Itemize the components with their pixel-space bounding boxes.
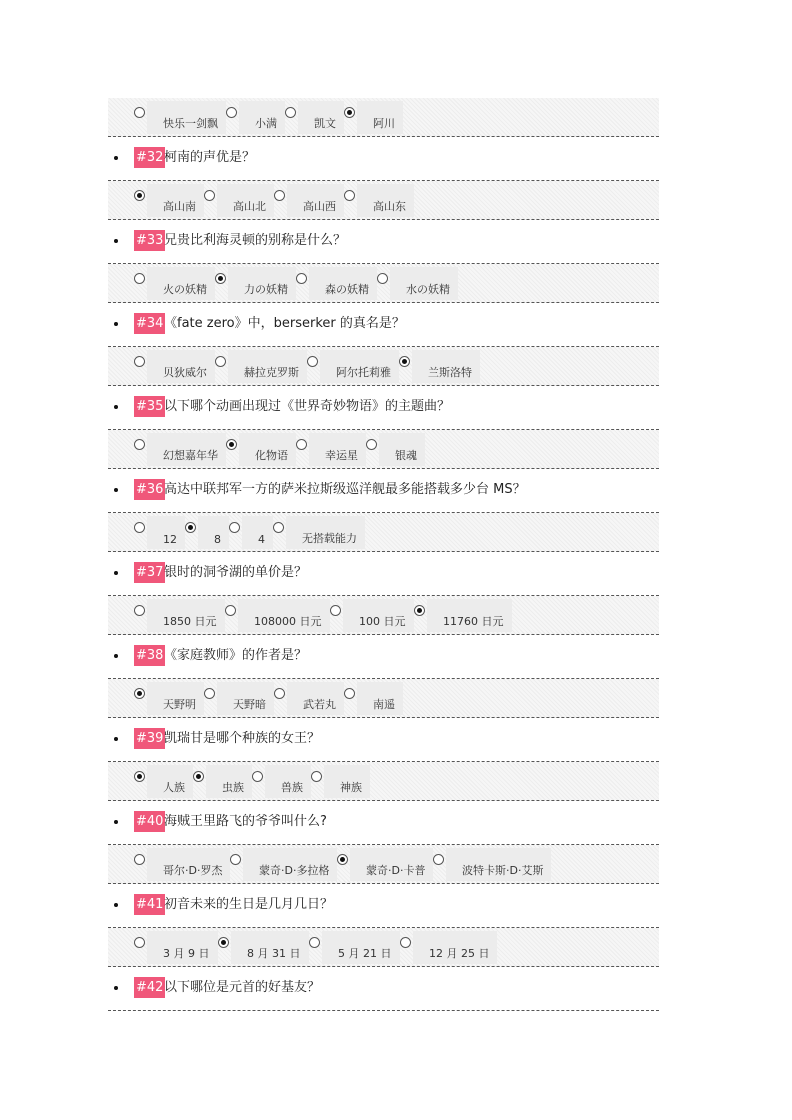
bullet-icon [114,903,118,907]
option-cell [286,516,365,549]
answer-options-row [108,845,659,884]
option-label: 小满 [255,117,277,130]
option-label: 兽族 [281,781,303,794]
radio-unchecked-icon[interactable] [344,190,355,201]
option-label: 12 月 25 日 [429,947,490,960]
question-row [108,552,659,596]
option-label: 森の妖精 [325,283,369,296]
radio-checked-icon[interactable] [215,273,226,284]
answer-option[interactable] [285,98,344,136]
radio-unchecked-icon[interactable] [377,273,388,284]
bullet-icon [114,820,118,824]
question-number-badge: #35 [134,396,165,417]
option-label: 南遥 [373,698,395,711]
radio-unchecked-icon[interactable] [134,273,145,284]
radio-unchecked-icon[interactable] [274,190,285,201]
option-label: 人族 [163,781,185,794]
radio-unchecked-icon[interactable] [252,771,263,782]
radio-unchecked-icon[interactable] [309,937,320,948]
bullet-icon [114,405,118,409]
option-cell [147,101,226,134]
option-cell [231,931,309,964]
option-label: 天野明 [163,698,196,711]
option-cell [427,599,512,632]
radio-unchecked-icon[interactable] [344,688,355,699]
question-row [108,303,659,347]
option-cell [147,848,230,881]
answer-option[interactable] [134,347,215,385]
option-label: 高山东 [373,200,406,213]
option-label: 神族 [340,781,362,794]
radio-unchecked-icon[interactable] [366,439,377,450]
answer-options-row [108,181,659,220]
answer-options-row [108,928,659,967]
question-row [108,801,659,845]
answer-option[interactable] [399,347,480,385]
option-cell [357,101,403,134]
question-row [108,718,659,762]
answer-option[interactable] [134,264,215,302]
radio-checked-icon[interactable] [344,107,355,118]
option-label: 凯文 [314,117,336,130]
question-row [108,884,659,928]
answer-option[interactable] [344,98,403,136]
radio-unchecked-icon[interactable] [229,522,240,533]
option-cell [350,848,433,881]
answer-option[interactable] [433,845,551,883]
question-text: 柯南的声优是？ [164,150,256,165]
answer-option[interactable] [218,928,309,966]
question-text: 《fate zero》中，berserker 的真名是？ [164,316,405,331]
question-row [108,469,659,513]
option-label: 3 月 9 日 [163,947,210,960]
radio-checked-icon[interactable] [399,356,410,367]
option-label: 火の妖精 [163,283,207,296]
radio-unchecked-icon[interactable] [296,439,307,450]
answer-option[interactable] [134,98,226,136]
question-number-badge: #37 [134,562,165,583]
option-label: 阿川 [373,117,395,130]
option-label: 5 月 21 日 [338,947,392,960]
option-cell [147,433,226,466]
answer-option[interactable] [309,928,400,966]
question-number-badge: #42 [134,977,165,998]
option-cell [287,682,344,715]
option-cell [413,931,497,964]
radio-unchecked-icon[interactable] [226,107,237,118]
radio-unchecked-icon[interactable] [134,439,145,450]
option-cell [147,765,193,798]
option-cell [357,682,403,715]
answer-option[interactable] [204,679,274,717]
option-label: 虫族 [222,781,244,794]
option-label: 8 [214,533,221,546]
option-label: 高山南 [163,200,196,213]
option-label: 蒙奇·D·卡普 [366,864,426,877]
option-label: 天野暗 [233,698,266,711]
answer-option[interactable] [225,596,330,634]
option-label: 高山西 [303,200,336,213]
radio-checked-icon[interactable] [134,688,145,699]
option-cell [206,765,252,798]
answer-option[interactable] [229,513,273,551]
answer-options-row [108,347,659,386]
answer-options-row [108,679,659,718]
option-label: 贝狄威尔 [163,366,207,379]
answer-options-row [108,596,659,635]
answer-option[interactable] [134,679,204,717]
answer-option[interactable] [307,347,399,385]
answer-option[interactable] [414,596,512,634]
question-row [108,386,659,430]
radio-unchecked-icon[interactable] [134,522,145,533]
bullet-icon [114,654,118,658]
option-cell [343,599,414,632]
question-text: 《家庭教师》的作者是？ [164,648,308,663]
bullet-icon [114,737,118,741]
answer-option[interactable] [330,596,414,634]
option-cell [243,848,337,881]
answer-option[interactable] [215,264,296,302]
answer-option[interactable] [134,596,225,634]
radio-unchecked-icon[interactable] [134,107,145,118]
radio-unchecked-icon[interactable] [285,107,296,118]
option-cell [198,516,229,549]
option-cell [357,184,414,217]
question-number-badge: #33 [134,230,165,251]
option-cell [147,267,215,300]
radio-unchecked-icon[interactable] [330,605,341,616]
answer-option[interactable] [134,762,193,800]
option-label: 无搭载能力 [302,532,357,545]
answer-option[interactable] [344,181,414,219]
bullet-icon [114,239,118,243]
option-cell [379,433,425,466]
bullet-icon [114,488,118,492]
question-text: 凯瑞甘是哪个种族的女王？ [164,731,321,746]
option-cell [217,184,274,217]
option-cell [147,350,215,383]
answer-option[interactable] [193,762,252,800]
option-label: 哥尔·D·罗杰 [163,864,223,877]
radio-unchecked-icon[interactable] [311,771,322,782]
radio-checked-icon[interactable] [337,854,348,865]
answer-option[interactable] [230,845,337,883]
option-cell [324,765,370,798]
option-cell [147,931,218,964]
answer-option[interactable] [311,762,370,800]
radio-checked-icon[interactable] [134,190,145,201]
option-cell [228,267,296,300]
question-number-badge: #38 [134,645,165,666]
option-label: 力の妖精 [244,283,288,296]
option-label: 化物语 [255,449,288,462]
option-cell [228,350,307,383]
option-cell [390,267,458,300]
bullet-icon [114,322,118,326]
option-cell [446,848,551,881]
option-label: 武若丸 [303,698,336,711]
answer-options-row [108,430,659,469]
answer-option[interactable] [134,928,218,966]
question-text: 兄贵比利海灵顿的别称是什么？ [164,233,347,248]
answer-option[interactable] [274,679,344,717]
option-cell [238,599,330,632]
option-label: 1850 日元 [163,615,217,628]
option-label: 兰斯洛特 [428,366,472,379]
question-text: 高达中联邦军一方的萨米拉斯级巡洋舰最多能搭载多少台 MS？ [164,482,526,497]
answer-option[interactable] [252,762,311,800]
radio-checked-icon[interactable] [226,439,237,450]
option-label: 11760 日元 [443,615,504,628]
option-label: 幸运星 [325,449,358,462]
answer-options-row [108,513,659,552]
question-text: 以下哪个动画出现过《世界奇妙物语》的主题曲？ [164,399,451,414]
radio-unchecked-icon[interactable] [134,605,145,616]
option-label: 波特卡斯·D·艾斯 [462,864,544,877]
answer-option[interactable] [226,98,285,136]
option-label: 快乐一剑飘 [163,117,218,130]
answer-options-row [108,98,659,137]
radio-unchecked-icon[interactable] [204,688,215,699]
option-cell [147,184,204,217]
answer-option[interactable] [337,845,433,883]
option-label: 蒙奇·D·多拉格 [259,864,330,877]
answer-option[interactable] [366,430,425,468]
answer-option[interactable] [226,430,296,468]
answer-option[interactable] [273,513,365,551]
question-number-badge: #34 [134,313,165,334]
radio-unchecked-icon[interactable] [273,522,284,533]
radio-checked-icon[interactable] [218,937,229,948]
question-text: 以下哪位是元首的好基友？ [164,980,321,995]
option-label: 100 日元 [359,615,406,628]
answer-option[interactable] [134,181,204,219]
option-cell [217,682,274,715]
bullet-icon [114,571,118,575]
answer-option[interactable] [215,347,307,385]
question-row [108,137,659,181]
option-cell [265,765,311,798]
question-row [108,220,659,264]
radio-unchecked-icon[interactable] [134,356,145,367]
radio-unchecked-icon[interactable] [296,273,307,284]
question-text: 海贼王里路飞的爷爷叫什么? [164,814,327,829]
answer-option[interactable] [134,430,226,468]
question-number-badge: #36 [134,479,165,500]
quiz-document [108,98,659,1011]
option-cell [309,433,366,466]
bullet-icon [114,156,118,160]
radio-unchecked-icon[interactable] [215,356,226,367]
option-cell [287,184,344,217]
answer-option[interactable] [296,430,366,468]
option-label: 阿尔托莉雅 [336,366,391,379]
option-label: 4 [258,533,265,546]
option-cell [298,101,344,134]
option-cell [147,516,185,549]
option-cell [322,931,400,964]
answer-option[interactable] [296,264,377,302]
answer-option[interactable] [185,513,229,551]
answer-options-row [108,264,659,303]
answer-option[interactable] [400,928,497,966]
option-cell [320,350,399,383]
option-label: 赫拉克罗斯 [244,366,299,379]
radio-unchecked-icon[interactable] [274,688,285,699]
answer-option[interactable] [377,264,458,302]
option-cell [239,433,296,466]
radio-unchecked-icon[interactable] [225,605,236,616]
option-label: 水の妖精 [406,283,450,296]
option-cell [309,267,377,300]
option-cell [147,599,225,632]
answer-option[interactable] [344,679,403,717]
answer-options-row [108,762,659,801]
radio-unchecked-icon[interactable] [433,854,444,865]
option-cell [239,101,285,134]
question-number-badge: #41 [134,894,165,915]
radio-checked-icon[interactable] [193,771,204,782]
radio-unchecked-icon[interactable] [134,854,145,865]
radio-unchecked-icon[interactable] [400,937,411,948]
answer-option[interactable] [274,181,344,219]
option-cell [412,350,480,383]
radio-unchecked-icon[interactable] [134,937,145,948]
question-number-badge: #40 [134,811,165,832]
option-cell [242,516,273,549]
radio-checked-icon[interactable] [134,771,145,782]
question-row [108,967,659,1011]
radio-unchecked-icon[interactable] [307,356,318,367]
question-number-badge: #32 [134,147,165,168]
answer-option[interactable] [134,845,230,883]
radio-unchecked-icon[interactable] [204,190,215,201]
option-cell [147,682,204,715]
question-text: 银时的洞爷湖的单价是？ [164,565,308,580]
option-label: 银魂 [395,449,417,462]
radio-unchecked-icon[interactable] [230,854,241,865]
option-label: 108000 日元 [254,615,322,628]
radio-checked-icon[interactable] [414,605,425,616]
question-row [108,635,659,679]
question-text: 初音未来的生日是几月几日？ [164,897,334,912]
bullet-icon [114,986,118,990]
answer-option[interactable] [134,513,185,551]
option-label: 幻想嘉年华 [163,449,218,462]
option-label: 高山北 [233,200,266,213]
option-label: 8 月 31 日 [247,947,301,960]
answer-option[interactable] [204,181,274,219]
option-label: 12 [163,533,177,546]
radio-checked-icon[interactable] [185,522,196,533]
question-number-badge: #39 [134,728,165,749]
